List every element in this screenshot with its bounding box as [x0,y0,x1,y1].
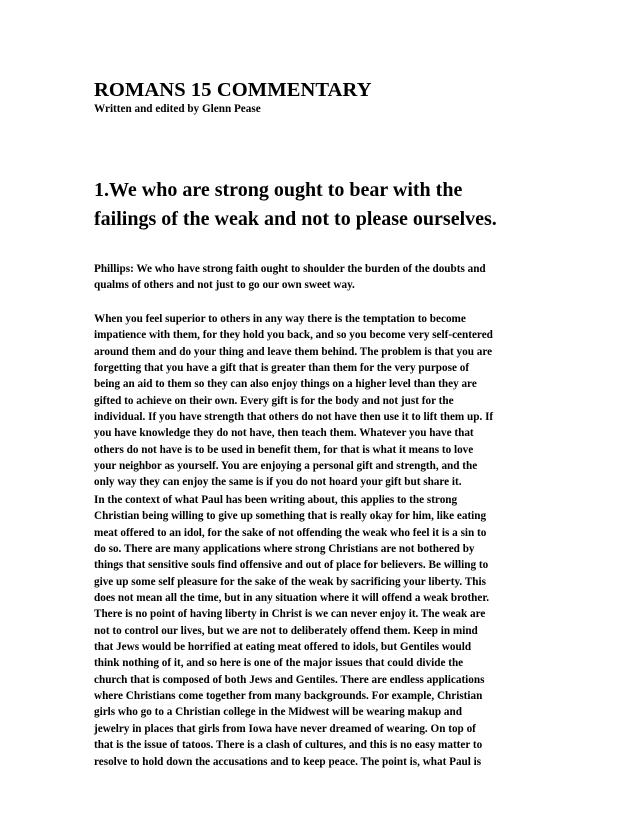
text-line: around them and do your thing and leave them behind. The problem is that you are [94,345,493,358]
verse-heading [94,176,564,234]
text-line: others do not have is to be used in benefit them, for that is what it means to love [94,443,474,456]
text-line: where Christians come together from many backgrounds. For example, Christian [94,690,483,703]
text-line: church that is composed of both Jews and Gentiles. There are endless applications [94,673,485,686]
text-line: being an aid to them so they can also enjoy things on a higher level than they are [94,378,477,391]
paragraph-phillips [94,261,564,294]
text-line: Phillips: We who have strong faith ought to shoulder the burden of the doubts and [94,263,486,275]
text-line: qualms of others and not just to go our own sweet way. [94,279,355,292]
text-line: impatience with them, for they hold you back, and so you become very self-centered [94,329,493,342]
text-line: not to control our lives, but we are not to deliberately offend them. Keep in mind [94,624,478,637]
text-line: gifted to achieve on their own. Every gift is for the body and not just for the [94,394,454,407]
text-line: individual. If you have strength that others do not have then use it to lift them up. If [94,411,494,424]
text-line: only way they can enjoy the same is if you do not hoard your gift but share it. [94,476,462,489]
text-line: forgetting that you have a gift that is greater than them for the very purpose of [94,362,470,375]
paragraph-context [94,492,564,770]
verse-line: failings of the weak and not to please ourselves. [94,208,497,230]
text-line: There is no point of having liberty in Christ is we can never enjoy it. The weak are [94,608,486,621]
text-line: that Jews would be horrified at eating meat offered to idols, but Gentiles would [94,641,472,654]
paragraph-superior [94,311,564,491]
text-line: think nothing of it, and so here is one of the major issues that could divide the [94,657,464,670]
text-line: you have knowledge they do not have, then teach them. Whatever you have that [94,427,474,440]
text-line: does not mean all the time, but in any situation where it will offend a weak brother. [94,592,490,605]
document-content [94,78,560,768]
text-line: that is the issue of tatoos. There is a clash of cultures, and this is no easy matter to [94,739,483,752]
text-line: jewelry in places that girls from Iowa have never dreamed of wearing. On top of [94,722,476,735]
text-line: resolve to hold down the accusations and to keep peace. The point is, what Paul is [94,755,482,768]
text-line: When you feel superior to others in any way there is the temptation to become [94,313,466,325]
text-line: give up some self pleasure for the sake of the weak by sacrificing your liberty. This [94,575,486,588]
document-byline: Written and edited by Glenn Pease [94,103,261,115]
text-line: girls who go to a Christian college in the Midwest will be wearing makup and [94,706,462,719]
text-line: In the context of what Paul has been writing about, this applies to the strong [94,494,458,506]
verse-line: 1.We who are strong ought to bear with the [94,179,463,201]
text-line: Christian being willing to give up something that is really okay for him, like eating [94,510,487,523]
text-line: your neighbor as yourself. You are enjoying a personal gift and strength, and the [94,460,478,473]
text-line: do so. There are many applications where strong Christians are not bothered by [94,543,475,556]
text-line: things that sensitive souls find offensive and out of place for believers. Be willing to [94,559,489,572]
text-line: meat offered to an idol, for the sake of not offending the weak who feel it is a sin to [94,526,487,539]
document-title: ROMANS 15 COMMENTARY [94,79,372,101]
